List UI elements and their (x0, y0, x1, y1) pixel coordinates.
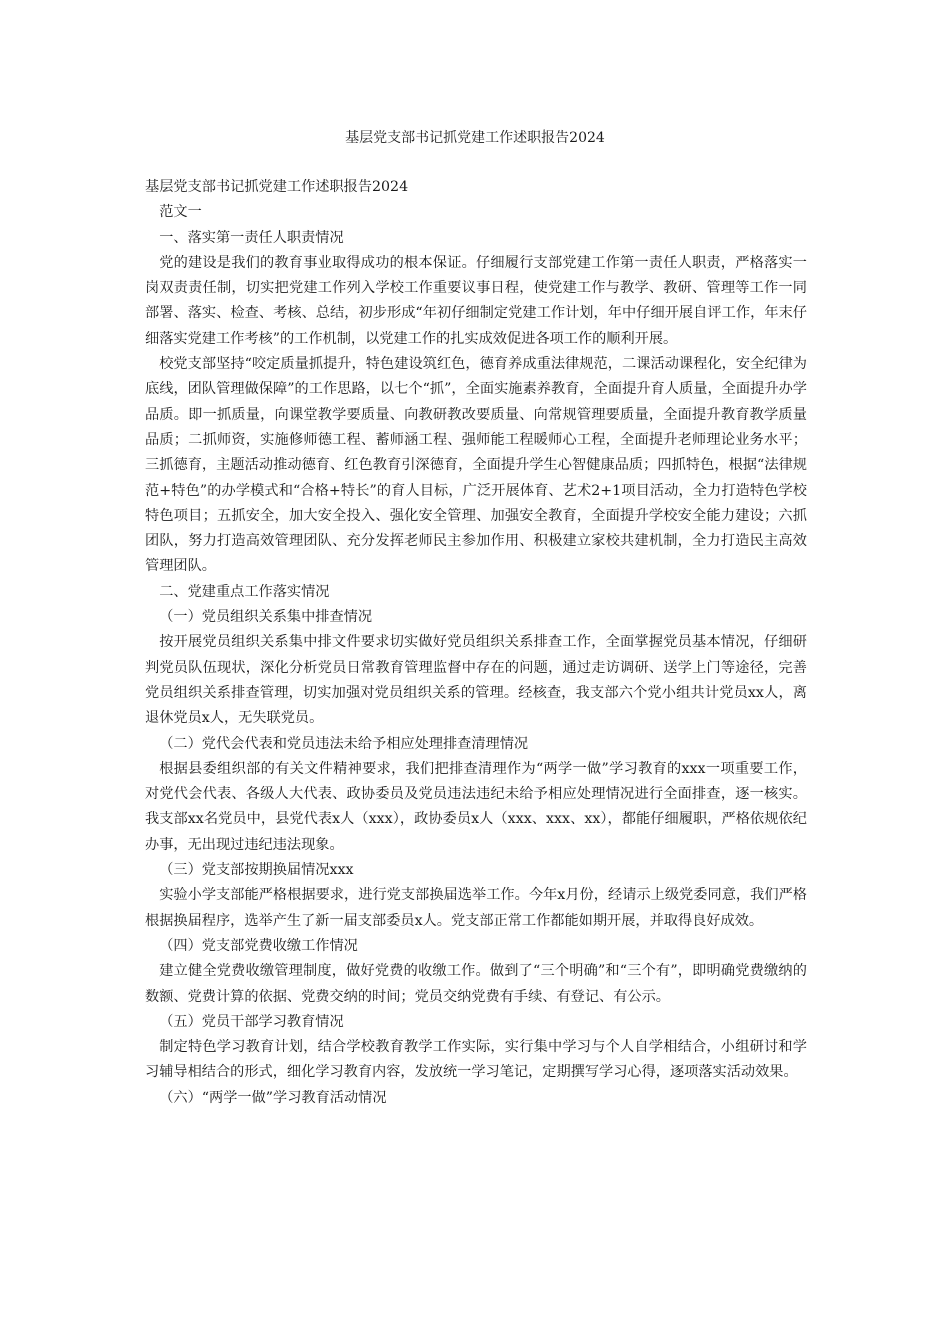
paragraph: （一）党员组织关系集中排查情况 (159, 609, 373, 626)
paragraph: 制定特色学习教育计划，结合学校教育教学工作实际，实行集中学习与个人自学相结合，小组研讨和学习辅导相结合的形式，细化学习教育内容，发放统一学习笔记，定期撰写学习心得，逐项落实活动效果。 (145, 1039, 807, 1081)
paragraph: 按开展党员组织关系集中排文件要求切实做好党员组织关系排查工作，全面掌握党员基本情况，仔细研判党员队伍现状，深化分析党员日常教育管理监督中存在的问题，通过走访调研、送学上门等途径，完善党员组织关系排查管理，切实加强对党员组织关系的管理。经核查，我支部六个党小组共计党员xx人，离退休党员x人，无失联党员。 (145, 634, 807, 727)
paragraph: 一、落实第一责任人职责情况 (159, 229, 344, 246)
paragraph: 党的建设是我们的教育事业取得成功的根本保证。仔细履行支部党建工作第一责任人职责，严格落实一岗双责责任制，切实把党建工作列入学校工作重要议事日程，使党建工作与教学、教研、管理等工作一同部署、落实、检查、考核、总结，初步形成“年初仔细制定党建工作计划，年中仔细开展自评工作，年末仔细落实党建工作考核”的工作机制，以党建工作的扎实成效促进各项工作的顺利开展。 (145, 254, 807, 347)
paragraph: （六）“两学一做”学习教育活动情况 (159, 1089, 387, 1106)
paragraph: （二）党代会代表和党员违法未给予相应处理排查清理情况 (159, 735, 529, 752)
paragraph: 实验小学支部能严格根据要求，进行党支部换届选举工作。今年x月份，经请示上级党委同意，我们严格根据换届程序，选举产生了新一届支部委员x人。党支部正常工作都能如期开展，并取得良好成效。 (145, 887, 807, 929)
paragraph: 二、党建重点工作落实情况 (159, 583, 330, 600)
paragraph: 校党支部坚持“咬定质量抓提升，特色建设筑红色，德育养成重法律规范，二课活动课程化，安全纪律为底线，团队管理做保障”的工作思路，以七个“抓”，全面实施素养教育，全面提升育人质量，全面提升办学品质。即一抓质量，向课堂教学要质量、向教研教改要质量、向常规管理要质量，全面提升教育教学质量品质；二抓师资，实施修师德工程、蓄师涵工程、强师能工程暖师心工程，全面提升老师理论业务水平；三抓德育，主题活动推动德育、红色教育引深德育，全面提升学生心智健康品质；四抓特色，根据“法律规范+特色”的办学模式和“合格+特长”的育人目标，广泛开展体育、艺术2+1项目活动，全力打造特色学校特色项目；五抓安全，加大安全投入、强化安全管理、加强安全教育，全面提升学校安全能力建设；六抓团队，努力打造高效管理团队、充分发挥老师民主参加作用、积极建立家校共建机制，全力打造民主高效管理团队。 (145, 356, 807, 575)
paragraph: 建立健全党费收缴管理制度，做好党费的收缴工作。做到了“三个明确”和“三个有”，即明确党费缴纳的数额、党费计算的依据、党费交纳的时间；党员交纳党费有手续、有登记、有公示。 (145, 963, 807, 1005)
paragraph: （四）党支部党费收缴工作情况 (159, 937, 358, 954)
paragraph: 范文一 (159, 204, 202, 221)
document-title: 基层党支部书记抓党建工作述职报告2024 (345, 130, 605, 146)
paragraph: 基层党支部书记抓党建工作述职报告2024 (145, 179, 409, 195)
paragraph: （三）党支部按期换届情况xxx (159, 862, 354, 879)
paragraph: （五）党员干部学习教育情况 (159, 1013, 344, 1030)
document-body (145, 175, 807, 1111)
paragraph: 根据县委组织部的有关文件精神要求，我们把排查清理作为“两学一做”学习教育的xxx一项重要工作，对党代会代表、各级人大代表、政协委员及党员违法违纪未给予相应处理情况进行全面排查，逐一核实。我支部xx名党员中，县党代表x人（xxx），政协委员x人（xxx、xxx、xx），都能仔细履职，严格依规依纪办事，无出现过违纪违法现象。 (145, 760, 807, 853)
